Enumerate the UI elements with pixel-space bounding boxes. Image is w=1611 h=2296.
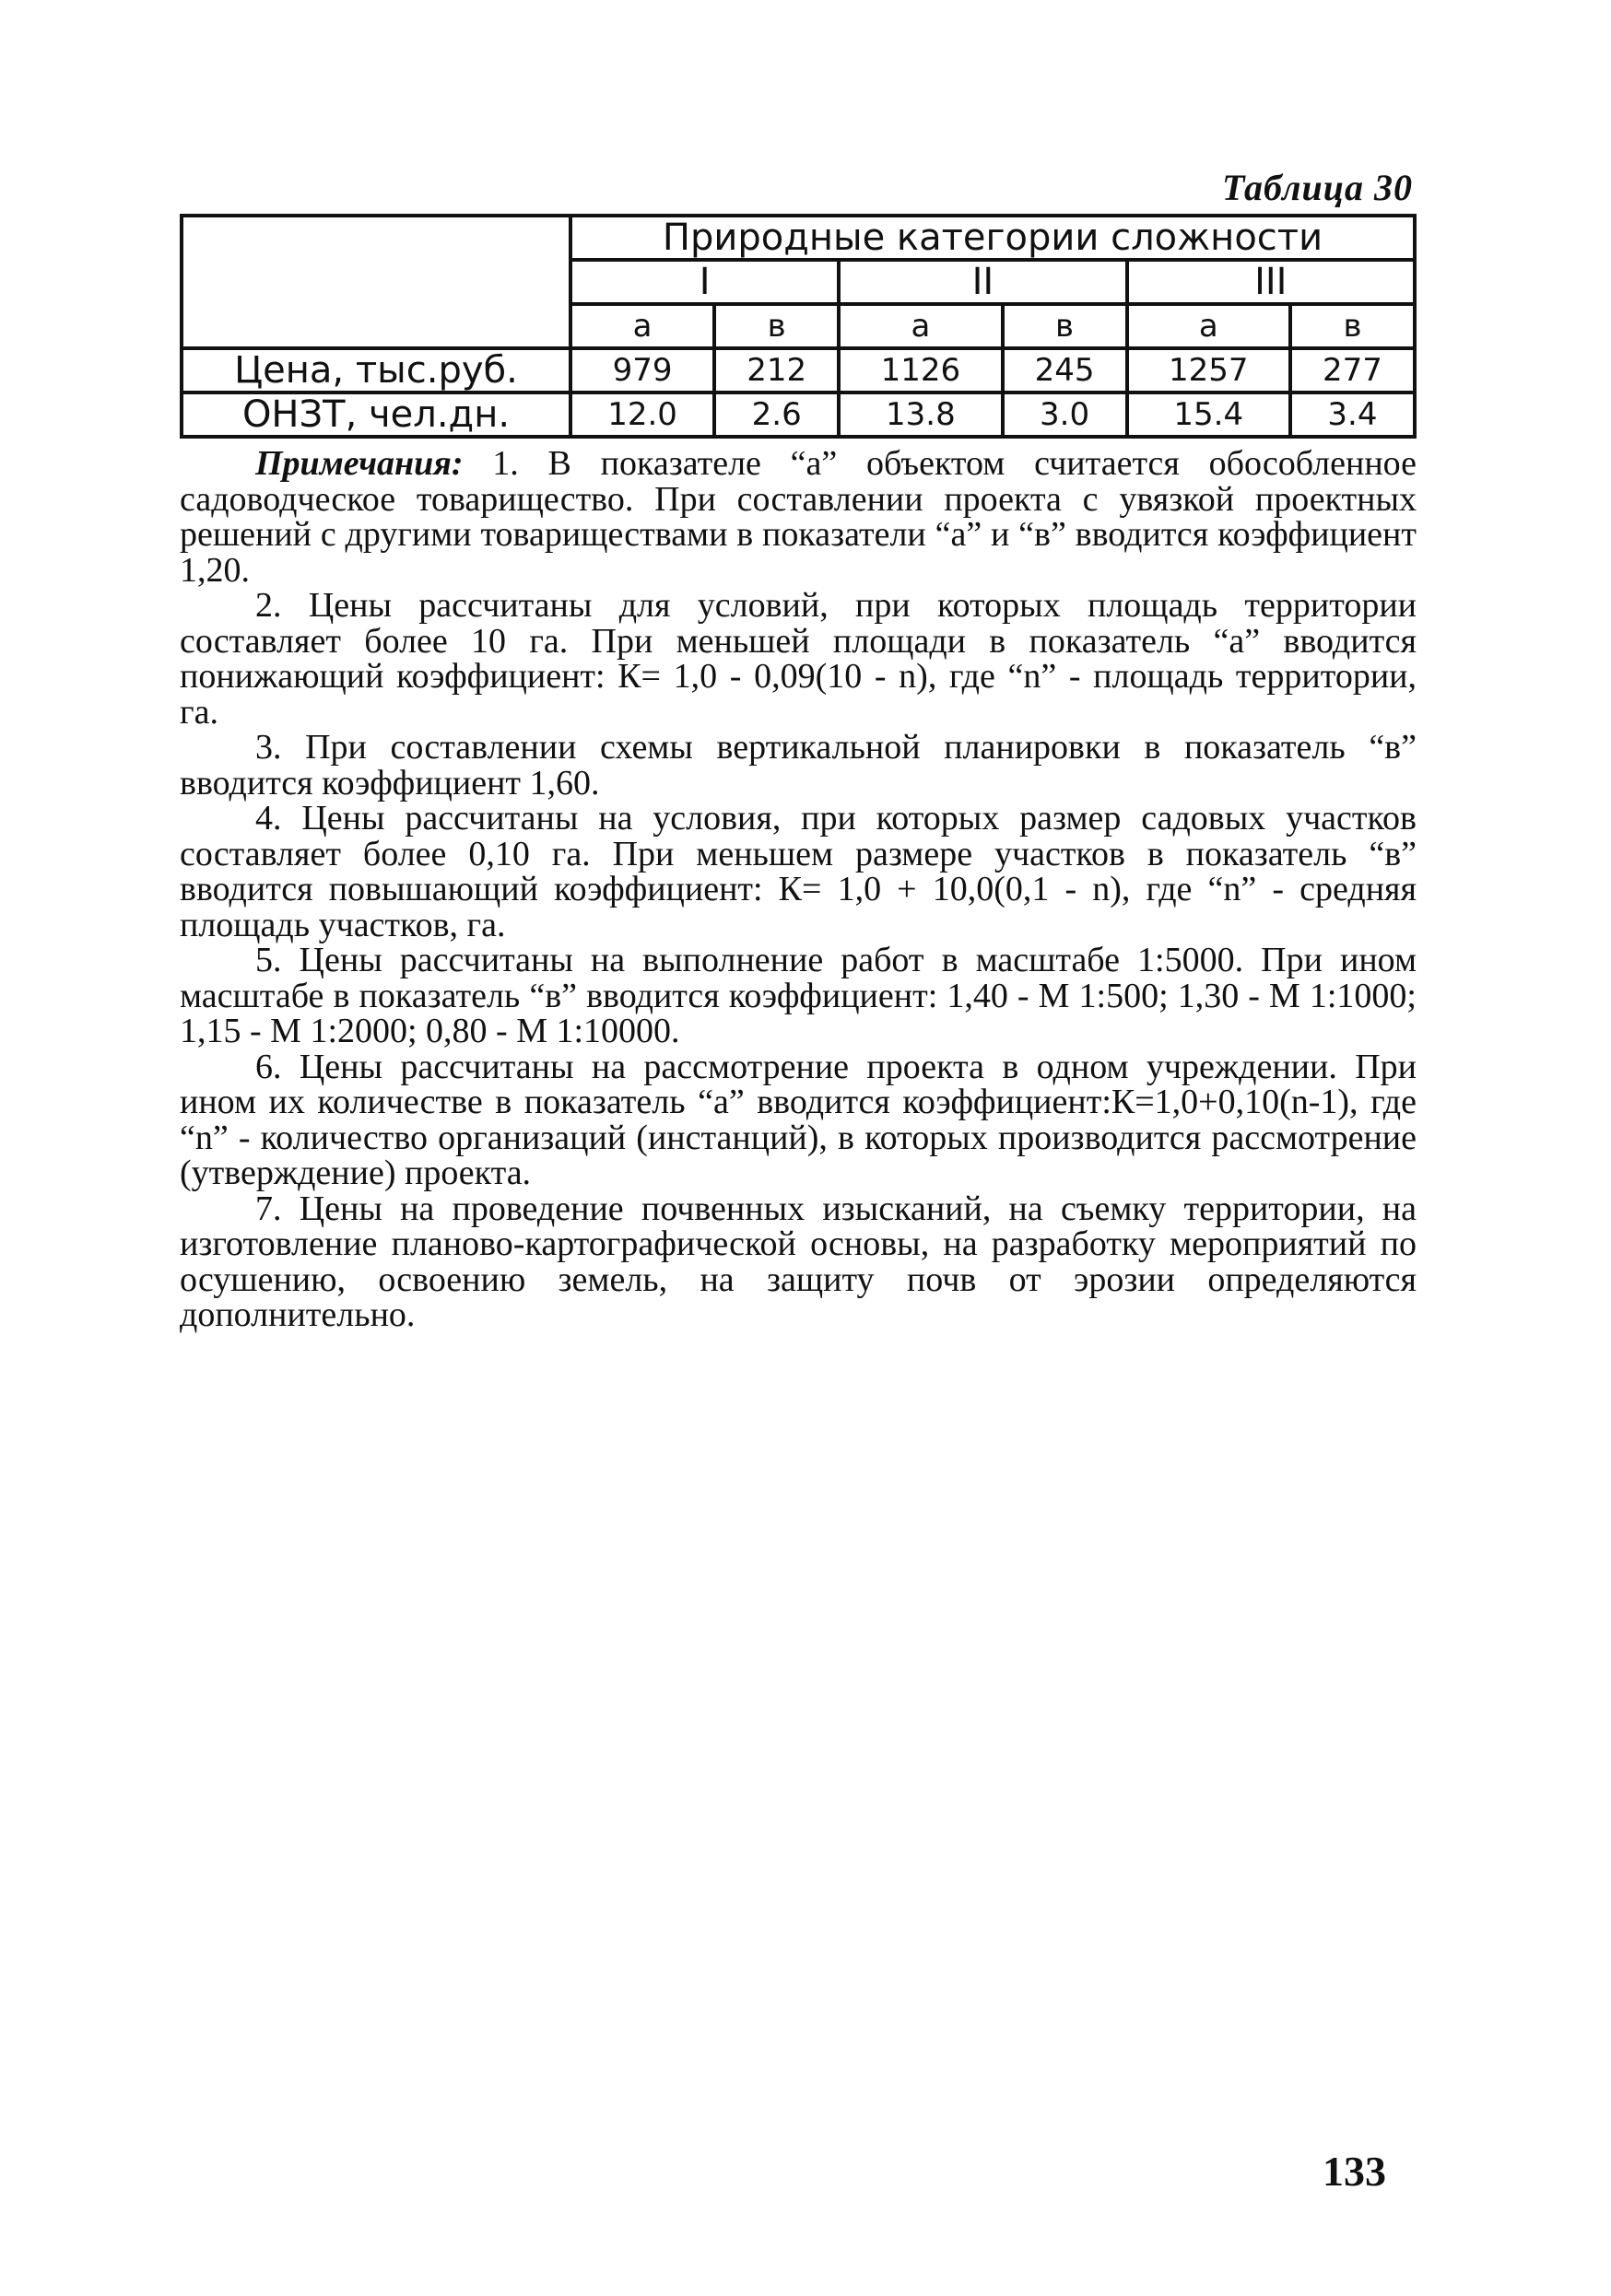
table-cell: 3.4 (1290, 392, 1415, 437)
table-cell: 15.4 (1127, 392, 1290, 437)
notes-section (180, 446, 1417, 1333)
table-cell: 277 (1290, 348, 1415, 392)
table-cell: 3.0 (1003, 392, 1127, 437)
table-corner-cell (182, 216, 570, 348)
table-cell: 1257 (1127, 348, 1290, 392)
category-header: II (839, 260, 1126, 304)
note-paragraph: 2. Цены рассчитаны для условий, при которых площадь территории составляет более 10 га. При меньшей площади в показатель “а” вводится понижающий коэффициент: К= 1,0 - 0,09(10 - n), где “n” - площадь территории, га. (180, 586, 1417, 732)
table-caption: Таблица 30 (1222, 167, 1413, 208)
subcolumn-header: а (839, 304, 1002, 348)
note-paragraph: 6. Цены рассчитаны на рассмотрение проекта в одном учреждении. При ином их количестве в показатель “а” вводится коэффициент:К=1,0+0,10(n-1), где “n” - количество организаций (инстанций), в которых производится рассмотрение (утверждение) проекта. (180, 1047, 1417, 1192)
note-paragraph: 3. При составлении схемы вертикальной планировки в показатель “в” вводится коэффициент 1,60. (180, 728, 1417, 802)
table-cell: 13.8 (839, 392, 1002, 437)
subcolumn-header: в (1290, 304, 1415, 348)
row-label: Цена, тыс.руб. (182, 348, 570, 392)
table-row (182, 392, 1415, 437)
table-header-row (182, 216, 1415, 260)
table-cell: 245 (1003, 348, 1127, 392)
subcolumn-header: в (1003, 304, 1127, 348)
table-row (182, 348, 1415, 392)
row-label: ОНЗТ, чел.дн. (182, 392, 570, 437)
page-number: 133 (1323, 2148, 1386, 2195)
price-table (180, 214, 1417, 439)
category-header: III (1127, 260, 1415, 304)
table-cell: 212 (714, 348, 839, 392)
table-cell: 979 (570, 348, 714, 392)
note-paragraph (180, 446, 1417, 588)
note-text: 1. В показателе “а” объектом считается обособленное садоводческое товарищество. При составлении проекта с увязкой проектных решений с другими товариществами в показатели “а” и “в” вводится коэффициент 1,20. (180, 444, 1417, 590)
subcolumn-header: в (714, 304, 839, 348)
subcolumn-header: а (1127, 304, 1290, 348)
note-paragraph: 7. Цены на проведение почвенных изысканий, на съемку территории, на изготовление планово-картографической основы, на разработку мероприятий по осушению, освоению земель, на защиту почв от эрозии определяются дополнительно. (180, 1189, 1417, 1334)
note-paragraph: 5. Цены рассчитаны на выполнение работ в масштабе 1:5000. При ином масштабе в показатель “в” вводится коэффициент: 1,40 - М 1:500; 1,30 - М 1:1000; 1,15 - М 1:2000; 0,80 - М 1:10000. (180, 941, 1417, 1050)
table-cell: 2.6 (714, 392, 839, 437)
subcolumn-header: а (570, 304, 714, 348)
table-cell: 12.0 (570, 392, 714, 437)
category-header: I (570, 260, 839, 304)
table-main-header: Природные категории сложности (570, 216, 1415, 260)
notes-lead: Примечания: (255, 444, 464, 483)
note-paragraph: 4. Цены рассчитаны на условия, при которых размер садовых участков составляет более 0,10 га. При меньшем размере участков в показатель “в” вводится повышающий коэффициент: К= 1,0 + 10,0(0,1 - n), где “n” - средняя площадь участков, га. (180, 799, 1417, 944)
table-cell: 1126 (839, 348, 1002, 392)
